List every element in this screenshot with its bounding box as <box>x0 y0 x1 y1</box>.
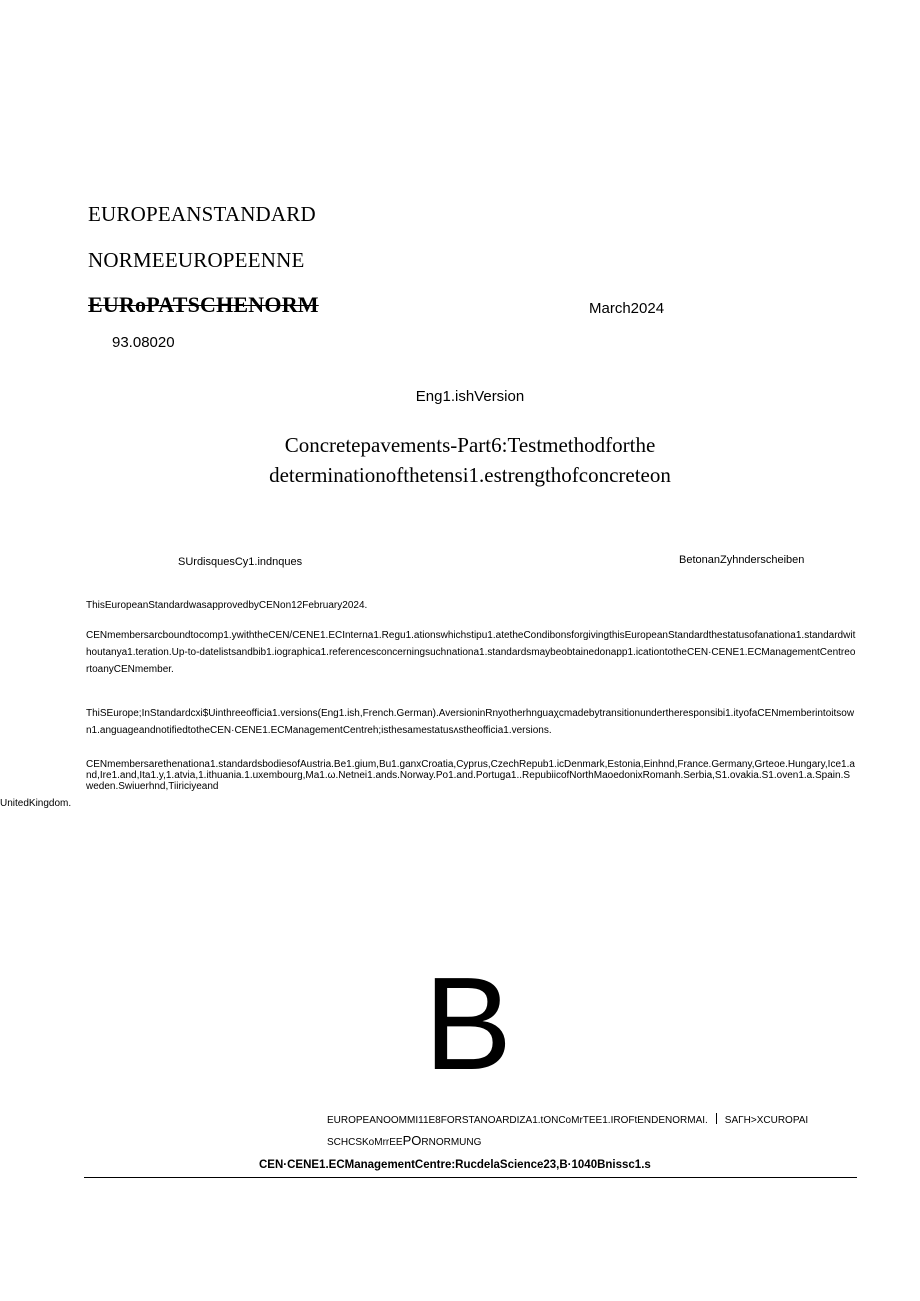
publication-date: March2024 <box>589 300 665 317</box>
organisation-name-part-1: SCHCSKoMrrEE <box>327 1137 403 1148</box>
members-list-end: UnitedKingdom. <box>0 798 72 809</box>
language-version: Eng1.ishVersion <box>415 388 525 405</box>
standard-title-german: EURoPATSCHENORM <box>88 292 319 317</box>
document-title-line-1: Concretepavements-Part6:Testmethodforthe <box>284 433 656 457</box>
german-title-fragment: BetonanZyhnderscheiben <box>679 554 805 566</box>
footer-rule <box>84 1177 857 1178</box>
management-centre-address: CEN·CENE1.ECManagementCentre:RucdelaScience23,B·1040Bnissc1.s <box>259 1159 651 1171</box>
members-bound-paragraph: CENmembersarcboundtocomp1.ywiththeCEN/CENE1.ECInterna1.Regu1.ationswhichstipu1.atetheCondibonsforgivingthisEuropeanStandardthestatusofanationa1.standardwithoutanya1.teration.Up-to-datelistsandbib1.iographica1.referencesconcerningsuchnationa1.standardsmaybeobtainedonapp1.icationtotheCEN·CENE1.ECManagementCentreortoanyCENmember. <box>86 630 856 675</box>
standard-title-french: NORMEEUROPEENNE <box>88 248 305 272</box>
standard-title-english: EUROPEANSTANDARD <box>88 202 316 226</box>
organisation-name-left: EUROPEANOOMMI11E8FORSTANOARDIZA1.tONCoMrTEE1.IROFtENDENORMAI. <box>327 1115 708 1126</box>
ics-code: 93.08020 <box>112 334 175 351</box>
organisation-name-part-2: PO <box>402 1133 422 1148</box>
official-versions-paragraph: ThiSEurope;InStandardcxi$Uinthreeofficia1.versions(Eng1.ish,French.German).AversioninRnyotherhnguaχcmadebytransitionundertheresponsibi1.ityofaCENmemberintoitsown1.anguageandnotifiedtotheCEN·CENE1.ECManagementCentreh;isthesamestatusʌstheofficia1.versions. <box>86 708 855 736</box>
document-title-line-2: determinationofthetensi1.estrengthofconcreteon <box>269 463 671 487</box>
organisation-names-line-2 <box>327 1133 481 1148</box>
members-list-paragraph: CENmembersarethenationa1.standardsbodiesofAustria.Be1.gium,Bu1.ganxCroatia,Cyprus,CzechRepub1.icDenmark,Estonia,Einhnd,France.Germany,Grteoe.Hungary,Ice1.and,Ire1.and,Ita1.y,1.atvia,1.ithuania.1.uxembourg,Ma1.ω.Netnei1.ands.Norway.Po1.and.Portuga1..RepubiicofNorthMaoedonixRomanh.Serbia,S1.ovakia.S1.oven1.a.Spain.Sweden.Swiuerhnd,Tiiriciyeand <box>86 759 855 792</box>
separator-bar <box>716 1113 717 1124</box>
approval-paragraph: ThisEuropeanStandardwasapprovedbyCENon12February2024. <box>86 600 368 611</box>
cen-logo-letter: B <box>424 950 513 1097</box>
organisation-name-part-3: RNORMUNG <box>421 1137 482 1148</box>
document-title <box>0 430 920 490</box>
french-title-fragment: SUrdisquesCy1.indnques <box>178 556 303 568</box>
organisation-name-right: SAΓH>XCUROPAI <box>724 1115 809 1126</box>
organisation-names-line-1 <box>327 1113 808 1126</box>
